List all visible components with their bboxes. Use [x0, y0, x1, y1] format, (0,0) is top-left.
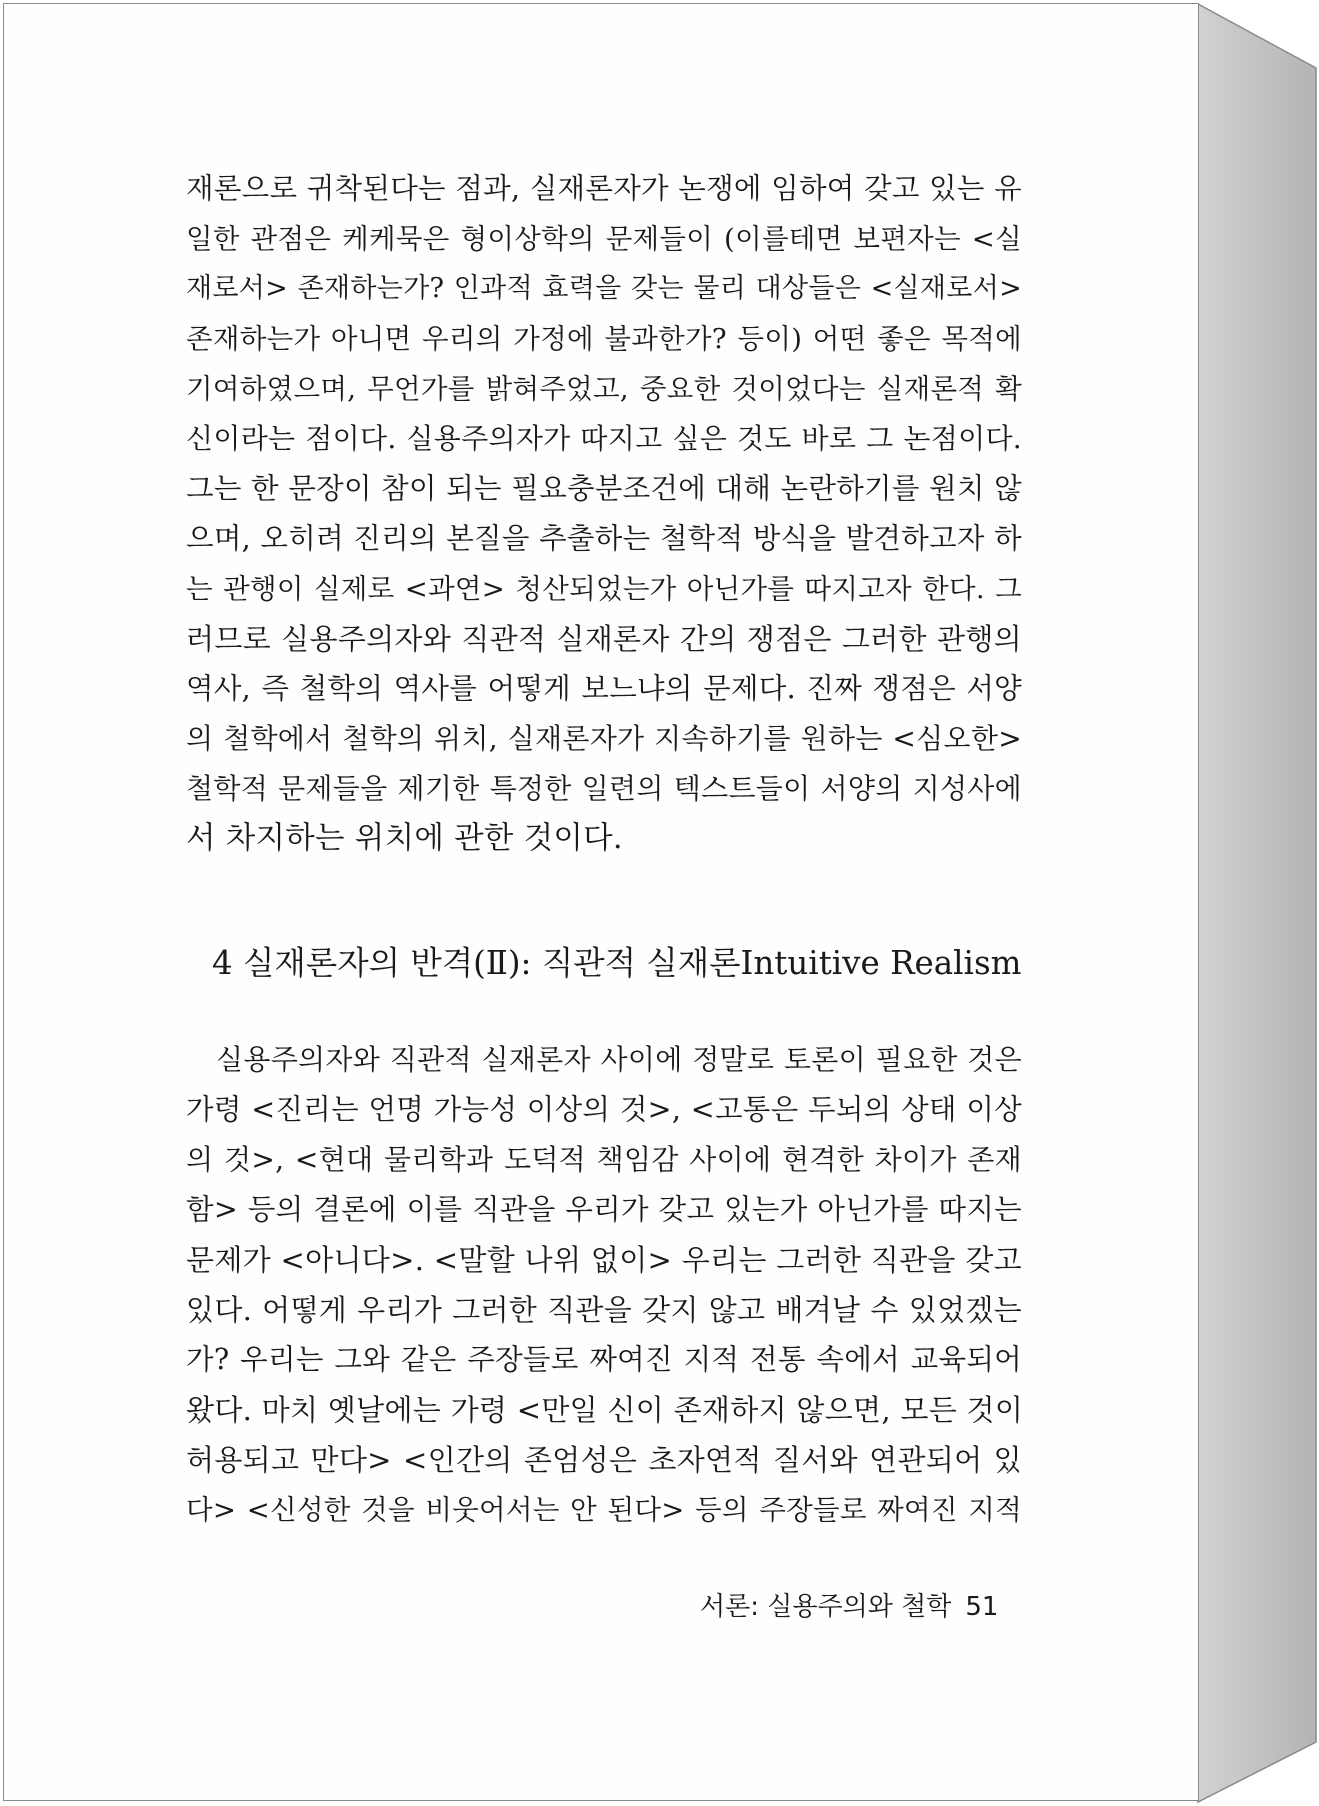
page-footer	[700, 1587, 999, 1627]
text-line: 는 관행이 실제로 <과연> 청산되었는가 아닌가를 따지고자 한다. 그	[186, 573, 1022, 605]
text-line: 신이라는 점이다. 실용주의자가 따지고 싶은 것도 바로 그 논점이다.	[186, 422, 1022, 455]
paragraph-2	[186, 1035, 1022, 1535]
section-heading: 4 실재론자의 반격(Ⅱ): 직관적 실재론Intuitive Realism	[212, 944, 1022, 982]
text-line: 문제가 <아니다>. <말할 나위 없이> 우리는 그러한 직관을 갖고	[186, 1243, 1022, 1277]
text-line: 의 것>, <현대 물리학과 도덕적 책임감 사이에 현격한 차이가 존재	[186, 1143, 1022, 1176]
text-line: 그는 한 문장이 참이 되는 필요충분조건에 대해 논란하기를 원치 않	[186, 472, 1022, 505]
page-number: 51	[965, 1592, 999, 1622]
text-line: 실용주의자와 직관적 실재론자 사이에 정말로 토론이 필요한 것은	[216, 1043, 1022, 1076]
text-line: 함> 등의 결론에 이를 직관을 우리가 갖고 있는가 아닌가를 따지는	[186, 1193, 1022, 1226]
text-line: 왔다. 마치 옛날에는 가령 <만일 신이 존재하지 않으면, 모든 것이	[186, 1393, 1024, 1427]
text-line: 허용되고 만다> <인간의 존엄성은 초자연적 질서와 연관되어 있	[186, 1443, 1022, 1477]
text-line: 러므로 실용주의자와 직관적 실재론자 간의 쟁점은 그러한 관행의	[186, 622, 1022, 656]
text-line: 역사, 즉 철학의 역사를 어떻게 보느냐의 문제다. 진짜 쟁점은 서양	[186, 672, 1022, 705]
text-line: 가? 우리는 그와 같은 주장들로 짜여진 지적 전통 속에서 교육되어	[186, 1343, 1022, 1376]
text-line: 다> <신성한 것을 비웃어서는 안 된다> 등의 주장들로 짜여진 지적	[186, 1494, 1022, 1526]
text-line: 철학적 문제들을 제기한 특정한 일련의 텍스트들이 서양의 지성사에	[186, 772, 1022, 805]
text-line: 재로서> 존재하는가? 인과적 효력을 갖는 물리 대상들은 <실재로서>	[186, 273, 1022, 304]
text-line: 일한 관점은 케케묵은 형이상학의 문제들이 (이를테면 보편자는 <실	[186, 223, 1022, 255]
text-line: 서 차지하는 위치에 관한 것이다.	[186, 821, 623, 856]
text-line: 가령 <진리는 언명 가능성 이상의 것>, <고통은 두뇌의 상태 이상	[186, 1093, 1022, 1126]
text-line: 기여하였으며, 무언가를 밝혀주었고, 중요한 것이었다는 실재론적 확	[186, 373, 1022, 405]
text-line: 재론으로 귀착된다는 점과, 실재론자가 논쟁에 임하여 갖고 있는 유	[186, 172, 1022, 205]
text-line: 존재하는가 아니면 우리의 가정에 불과한가? 등이) 어떤 좋은 목적에	[186, 323, 1022, 355]
running-title: 서론: 실용주의와 철학	[700, 1592, 952, 1622]
text-line: 으며, 오히려 진리의 본질을 추출하는 철학적 방식을 발견하고자 하	[186, 522, 1022, 555]
text-line: 있다. 어떻게 우리가 그러한 직관을 갖지 않고 배겨날 수 있었겠는	[186, 1293, 1022, 1327]
paragraph-1	[186, 164, 1022, 864]
text-line: 의 철학에서 철학의 위치, 실재론자가 지속하기를 원하는 <심오한>	[186, 722, 1022, 755]
